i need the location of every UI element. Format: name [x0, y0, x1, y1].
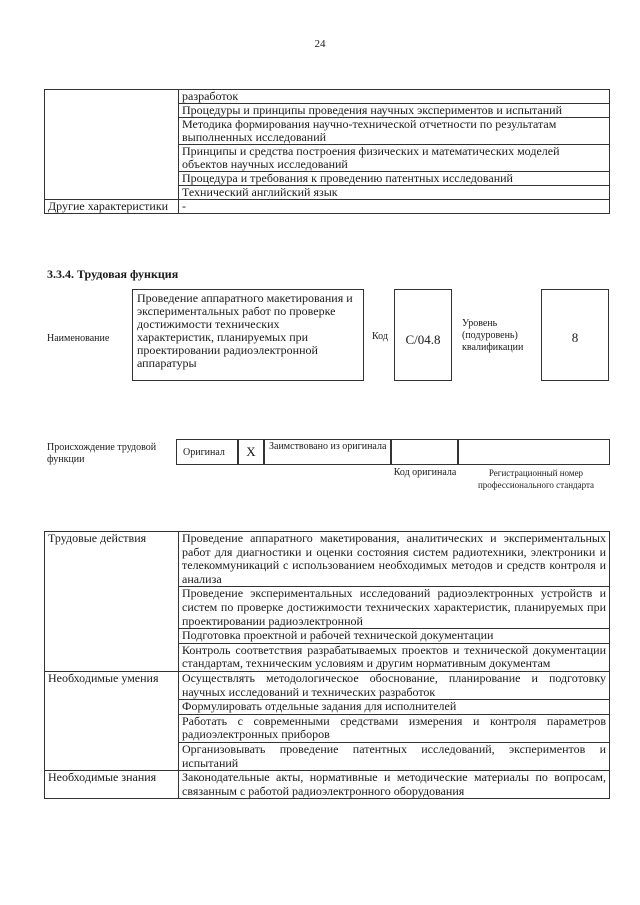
- knowledge-item: Законодательные акты, нормативные и методические материалы по вопросам, связанным с работой радиоэлектронного оборудования: [179, 771, 610, 799]
- page-number: 24: [314, 38, 326, 50]
- borrowed-cell: [264, 439, 391, 465]
- knowledge-item: Процедура и требования к проведению патентных исследований: [179, 172, 610, 186]
- qualification-level-label: Уровень (подуровень) квалификации: [462, 318, 524, 353]
- code-original-label: Код оригинала: [393, 467, 457, 478]
- original-mark: X: [246, 444, 256, 459]
- skill-item: Осуществлять методологическое обоснование, планирование и подготовку научных исследований и технических разработок: [179, 671, 610, 699]
- empty-label-cell: [45, 643, 179, 671]
- empty-label-cell: [45, 587, 179, 629]
- labor-action-item: Контроль соответствия разрабатываемых проектов и технической документации стандартам, техническим условиям и другим нормативным документам: [179, 643, 610, 671]
- empty-label-cell: [45, 90, 179, 200]
- empty-label-cell: [45, 629, 179, 644]
- function-code-box: C/04.8: [394, 289, 452, 381]
- origin-label: Происхождение трудовой функции: [47, 442, 157, 465]
- borrowed-label: Заимствовано из оригинала: [269, 441, 387, 452]
- reg-number-label: Регистрационный номер профессионального стандарта: [477, 468, 595, 490]
- function-name-box: Проведение аппаратного макетирования и экспериментальных работ по проверке достижимости технических характеристик, планируемых при проектировании радиоэлектронной аппаратуры: [132, 289, 364, 381]
- knowledge-item: Принципы и средства построения физических и математических моделей объектов научных исследований: [179, 145, 610, 172]
- original-cell: [176, 439, 238, 465]
- empty-label-cell: [45, 714, 179, 742]
- skill-item: Работать с современными средствами измерения и контроля параметров радиоэлектронных приборов: [179, 714, 610, 742]
- knowledge-item: Процедуры и принципы проведения научных экспериментов и испытаний: [179, 104, 610, 118]
- name-label: Наименование: [47, 333, 110, 344]
- function-details-table: [44, 531, 610, 799]
- knowledge-item: разработок: [179, 90, 610, 104]
- labor-action-item: Проведение аппаратного макетирования, аналитических и экспериментальных работ для диагностики и оценки состояния систем радиотехники, электроники и телекоммуникаций с использованием необходимых методов и средств контроля и анализа: [179, 532, 610, 587]
- skills-label: Необходимые умения: [45, 671, 179, 699]
- labor-action-item: Подготовка проектной и рабочей технической документации: [179, 629, 610, 644]
- other-characteristics-value: -: [179, 200, 610, 214]
- knowledge-label: Необходимые знания: [45, 771, 179, 799]
- empty-label-cell: [45, 700, 179, 715]
- code-original-cell: [391, 439, 458, 465]
- original-label: Оригинал: [183, 447, 225, 458]
- qualification-level-box: 8: [541, 289, 609, 381]
- labor-action-item: Проведение экспериментальных исследований радиоэлектронных устройств и систем по проверке достижимости технических характеристик, планируемых при проектировании радиоэлектронной: [179, 587, 610, 629]
- reg-number-cell: [458, 439, 610, 465]
- knowledge-continuation-table: [44, 89, 610, 214]
- original-mark-cell: [238, 439, 264, 465]
- empty-label-cell: [45, 742, 179, 770]
- skill-item: Организовывать проведение патентных исследований, экспериментов и испытаний: [179, 742, 610, 770]
- knowledge-item: Методика формирования научно-технической отчетности по результатам выполненных исследований: [179, 118, 610, 145]
- knowledge-item: Технический английский язык: [179, 186, 610, 200]
- labor-actions-label: Трудовые действия: [45, 532, 179, 587]
- code-label: Код: [372, 331, 388, 342]
- section-title: 3.3.4. Трудовая функция: [47, 267, 179, 281]
- skill-item: Формулировать отдельные задания для исполнителей: [179, 700, 610, 715]
- other-characteristics-label: Другие характеристики: [45, 200, 179, 214]
